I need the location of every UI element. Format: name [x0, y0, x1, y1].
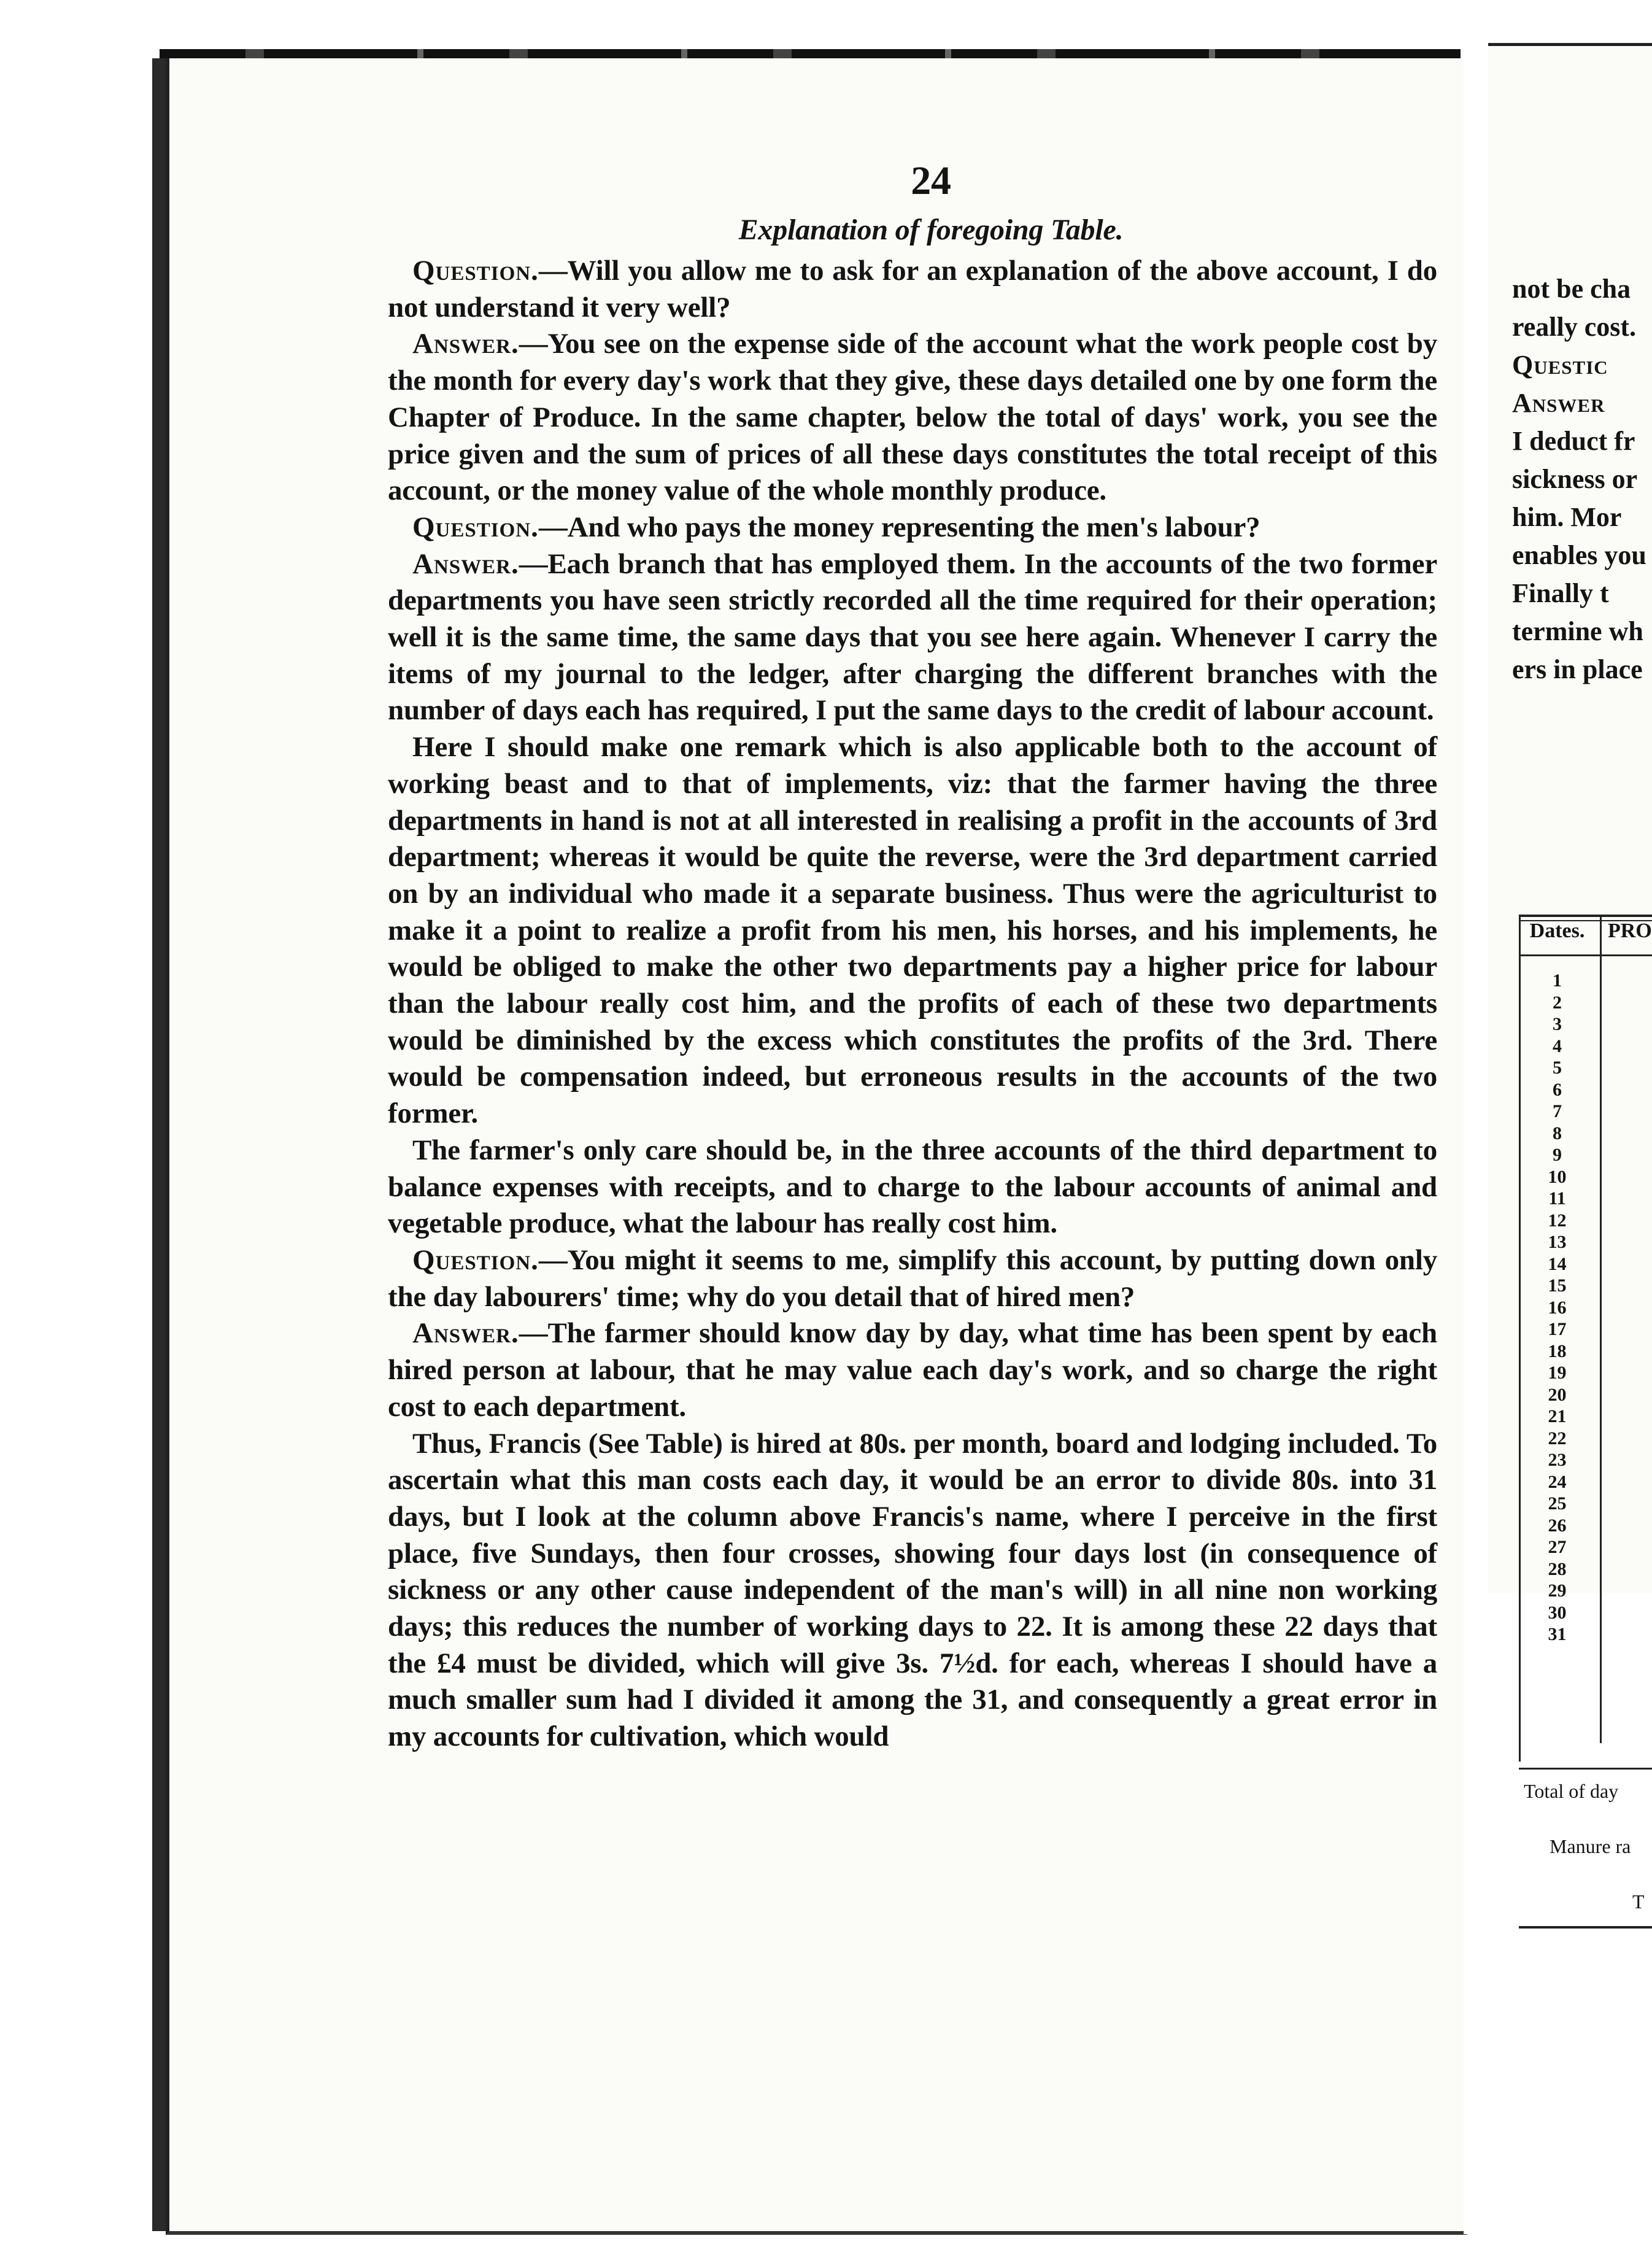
speaker-label: Question.	[412, 511, 539, 543]
facing-page-text	[1512, 270, 1652, 689]
table-top-rule	[1519, 915, 1652, 917]
table-date: 15	[1548, 1275, 1567, 1296]
table-date: 29	[1548, 1580, 1567, 1601]
paragraph-text: —You see on the expense side of the account what the work people cost by the month for every day's work that they give, these days detailed one by one form the Chapter of Produce. In the same chapter, below the total of days' work, you see the price given and the sum of prices of all these days constitutes the total receipt of this account, or the money value of the whole monthly produce.	[388, 328, 1437, 507]
table-date: 10	[1548, 1166, 1567, 1187]
table-date: 16	[1548, 1297, 1567, 1318]
paragraph-text: —The farmer should know day by day, what time has been spent by each hired person at labour, that he may value each day's work, and so charge the right cost to each department.	[388, 1317, 1437, 1423]
speaker-label: Answer.	[412, 328, 519, 360]
facing-page-line: Questic	[1512, 350, 1608, 380]
table-date: 19	[1548, 1363, 1567, 1383]
table-date: 7	[1553, 1101, 1562, 1121]
paragraph	[388, 1315, 1437, 1425]
paragraph	[388, 546, 1437, 730]
paragraph	[388, 729, 1437, 1132]
table-date: 5	[1553, 1058, 1562, 1078]
facing-page-line: termine wh	[1512, 616, 1643, 646]
table-date: 12	[1548, 1210, 1567, 1231]
table-date: 6	[1553, 1079, 1562, 1100]
facing-page-line: Answer	[1512, 388, 1605, 418]
table-header-produce: PRO	[1608, 919, 1652, 942]
speaker-label: Answer.	[412, 547, 519, 580]
table-date: 23	[1548, 1450, 1567, 1470]
table-header-dates: Dates.	[1529, 919, 1585, 942]
facing-page-line: not be cha	[1512, 274, 1631, 304]
table-header-rule	[1519, 954, 1652, 956]
facing-page-line: really cost.	[1512, 312, 1637, 342]
speaker-label: Answer.	[412, 1317, 519, 1350]
table-footer-t: T	[1632, 1890, 1645, 1913]
paragraph-text: —Each branch that has employed them. In the accounts of the two former departments you have seen strictly recorded all the time required for their operation; well it is the same time, the same days that you see here again. Whenever I carry the items of my journal to the ledger, after charging the different branches with the number of days each has required, I put the same days to the credit of labour account.	[388, 547, 1437, 727]
table-footer-rule	[1519, 1768, 1652, 1770]
table-date: 24	[1548, 1471, 1567, 1492]
section-title: Explanation of foregoing Table.	[738, 214, 1124, 246]
table-date: 2	[1553, 992, 1562, 1013]
table-footer-total: Total of day	[1524, 1780, 1619, 1802]
paragraph-list	[388, 253, 1437, 1755]
paragraph	[388, 1242, 1437, 1315]
table-date: 9	[1553, 1145, 1562, 1165]
paragraph	[388, 1426, 1437, 1755]
paragraph-text: Here I should make one remark which is also applicable both to the account of working beast and to that of implements, viz: that the farmer having the three departments in hand is not at all interested in realising a profit in the accounts of 3rd department; whereas it would be quite the reverse, were the 3rd department carried on by an individual who made it a separate business. Thus were the agriculturist to make it a point to realize a profit from his men, his horses, and his implements, he would be obliged to make the other two departments pay a higher price for labour than the labour really cost him, and the profits of each of these two departments would be diminished by the excess which constitutes the profits of the 3rd. There would be compensation indeed, but erroneous results in the accounts of the two former.	[388, 731, 1437, 1130]
speaker-label: Question.	[412, 1244, 539, 1276]
table-date: 28	[1548, 1558, 1567, 1579]
table-column-rule	[1600, 915, 1602, 1743]
table-date: 20	[1548, 1384, 1567, 1405]
table-date: 11	[1548, 1188, 1566, 1209]
table-date: 14	[1548, 1253, 1567, 1274]
facing-page-line: Finally t	[1512, 578, 1609, 608]
table-footer-manure: Manure ra	[1550, 1835, 1631, 1857]
paragraph-text: Thus, Francis (See Table) is hired at 80s. per month, board and lodging included. To ascertain what this man costs each day, it would be an error to divide 80s. into 31 days, but I look at the column above Francis's name, where I perceive in the first place, five Sundays, then four crosses, showing four days lost (in consequence of sickness or any other cause independent of the man's will) in all nine non working days; this reduces the number of working days to 22. It is among these 22 days that the £4 must be divided, which will give 3s. 7½d. for each, whereas I should have a much smaller sum had I divided it among the 31, and consequently a great error in my accounts for cultivation, which would	[388, 1427, 1437, 1753]
table-date: 21	[1548, 1406, 1567, 1426]
table-date: 31	[1548, 1624, 1567, 1644]
table-date: 8	[1553, 1123, 1562, 1143]
paragraph-text: —Will you allow me to ask for an explanation of the above account, I do not understand it very well?	[388, 255, 1437, 323]
table-date: 25	[1548, 1493, 1567, 1514]
paragraph	[388, 1132, 1437, 1242]
table-bottom-rule	[1519, 1926, 1652, 1929]
paragraph-text: —You might it seems to me, simplify this account, by putting down only the day labourers' time; why do you detail that of hired men?	[388, 1244, 1437, 1313]
table-date-column	[1519, 970, 1596, 1646]
table-date: 17	[1548, 1319, 1567, 1339]
page-number: 24	[911, 158, 951, 203]
facing-page-line: enables you	[1512, 540, 1646, 570]
page-gutter	[1464, 25, 1488, 2234]
paragraph	[388, 253, 1437, 326]
table-date: 27	[1548, 1537, 1567, 1557]
paragraph	[388, 509, 1437, 546]
paragraph	[388, 326, 1437, 509]
table-date: 13	[1548, 1232, 1567, 1252]
facing-page-table	[1519, 915, 1652, 1762]
facing-page-line: him. Mor	[1512, 502, 1622, 532]
facing-page-line: sickness or	[1512, 464, 1638, 494]
main-text-column	[388, 153, 1437, 1755]
speaker-label: Question.	[412, 255, 539, 287]
table-date: 18	[1548, 1341, 1567, 1361]
table-footer	[1519, 1768, 1652, 1927]
table-date: 1	[1553, 970, 1562, 991]
table-date: 30	[1548, 1602, 1567, 1623]
facing-page-line: ers in place	[1512, 654, 1643, 684]
table-date: 3	[1553, 1014, 1562, 1034]
facing-page-line: I deduct fr	[1512, 426, 1635, 456]
table-date: 22	[1548, 1428, 1567, 1449]
table-date: 4	[1553, 1035, 1562, 1056]
table-date: 26	[1548, 1515, 1567, 1536]
paragraph-text: —And who pays the money representing the men's labour?	[538, 511, 1260, 543]
paragraph-text: The farmer's only care should be, in the three accounts of the third department to balance expenses with receipts, and to charge to the labour accounts of animal and vegetable produce, what the labour has really cost him.	[388, 1134, 1437, 1240]
